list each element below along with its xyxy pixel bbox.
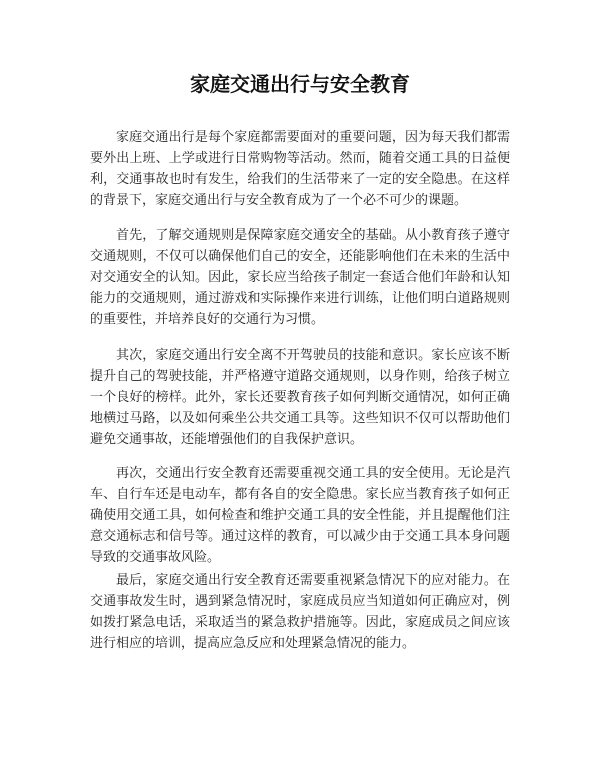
paragraph-5: 最后，家庭交通出行安全教育还需要重视紧急情况下的应对能力。在交通事故发生时，遇到紧急情况时，家庭成员应当知道如何正确应对，例如拨打紧急电话，采取适当的紧急救护措施等。因此，家庭成员之间应该进行相应的培训，提高应急反应和处理紧急情况的能力。	[90, 573, 510, 651]
paragraph-2: 首先，了解交通规则是保障家庭交通安全的基础。从小教育孩子遵守交通规则，不仅可以确保他们自己的安全，还能影响他们在未来的生活中对交通安全的认知。因此，家长应当给孩子制定一套适合他们年龄和认知能力的交通规则，通过游戏和实际操作来进行训练，让他们明白道路规则的重要性，并培养良好的交通行为习惯。	[90, 228, 510, 327]
paragraph-3: 其次，家庭交通出行安全离不开驾驶员的技能和意识。家长应该不断提升自己的驾驶技能，并严格遵守道路交通规则，以身作则，给孩子树立一个良好的榜样。此外，家长还要教育孩子如何判断交通情况，如何正确地横过马路，以及如何乘坐公共交通工具等。这些知识不仅可以帮助他们避免交通事故，还能增强他们的自我保护意识。	[90, 348, 510, 447]
document-title: 家庭交通出行与安全教育	[190, 72, 410, 96]
paragraph-1: 家庭交通出行是每个家庭都需要面对的重要问题，因为每天我们都需要外出上班、上学或进行日常购物等活动。然而，随着交通工具的日益便利，交通事故也时有发生，给我们的生活带来了一定的安全隐患。在这样的背景下，家庭交通出行与安全教育成为了一个必不可少的课题。	[90, 130, 510, 208]
paragraph-4: 再次，交通出行安全教育还需要重视交通工具的安全使用。无论是汽车、自行车还是电动车，都有各自的安全隐患。家长应当教育孩子如何正确使用交通工具，如何检查和维护交通工具的安全性能，并且提醒他们注意交通标志和信号等。通过这样的教育，可以减少由于交通工具本身问题导致的交通事故风险。	[90, 466, 510, 565]
